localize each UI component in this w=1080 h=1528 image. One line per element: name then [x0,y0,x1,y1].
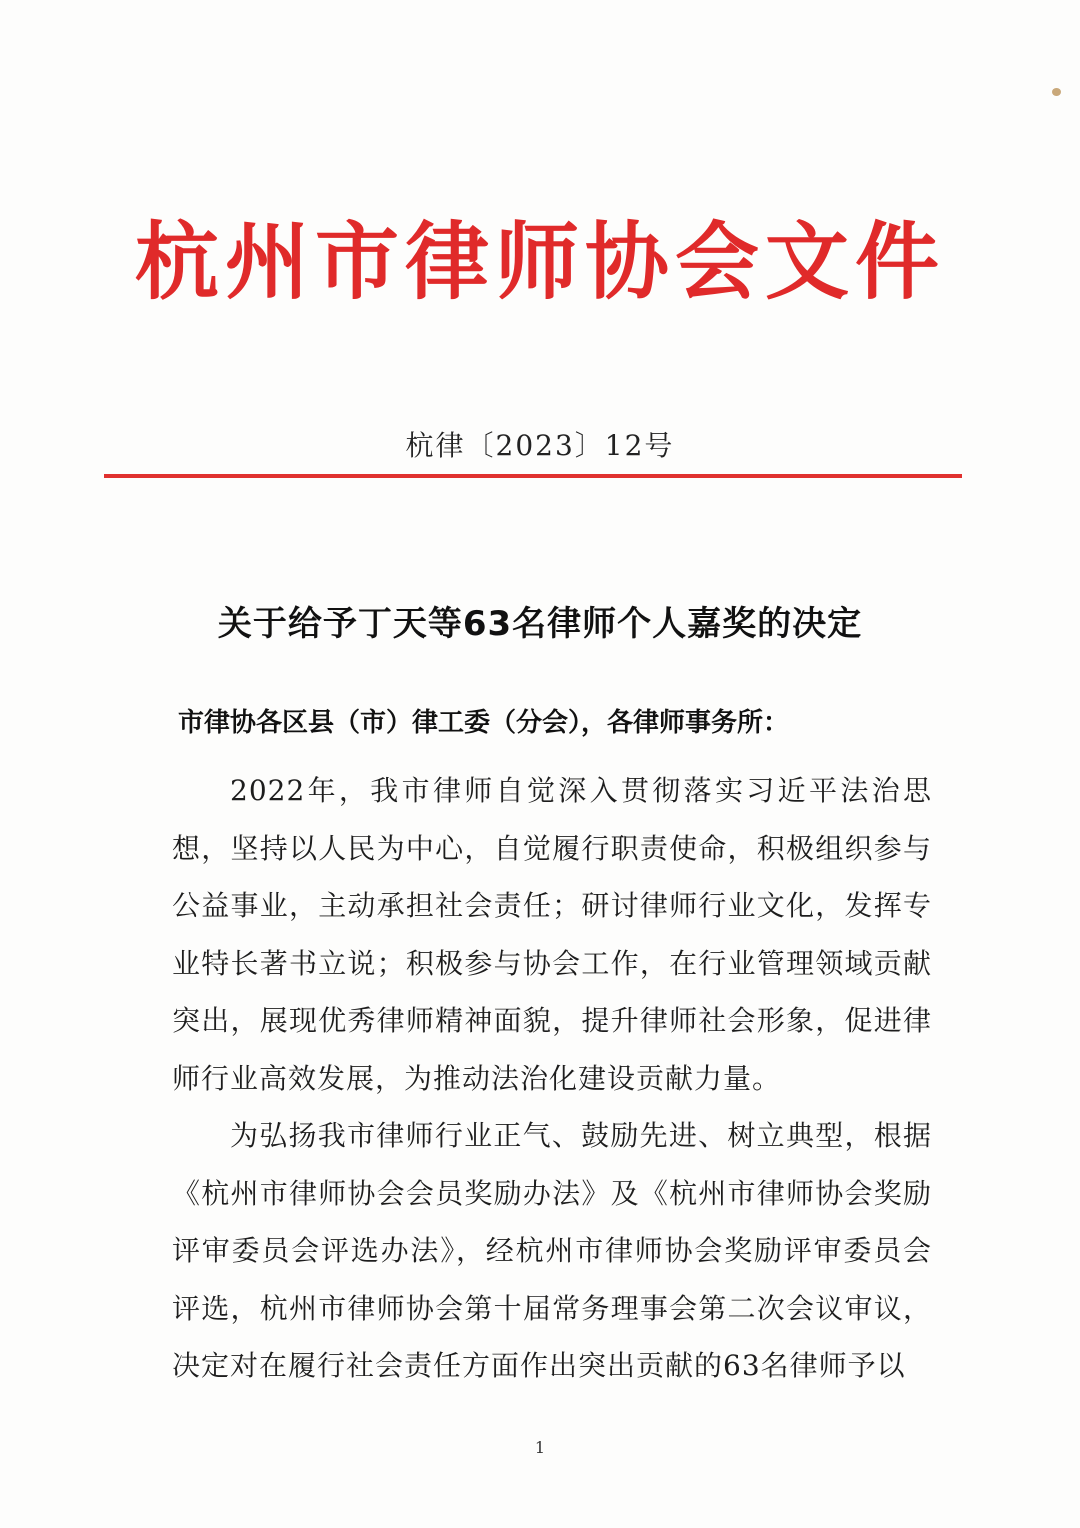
addressee-line: 市律协各区县（市）律工委（分会），各律师事务所： [178,708,790,738]
document-body [172,762,932,1395]
masthead-title: 杭州市律师协会文件 [134,212,945,311]
paper-speck [1052,88,1061,96]
body-paragraph: 为弘扬我市律师行业正气、鼓励先进、树立典型，根据《杭州市律师协会会员奖励办法》及《杭州市律师协会奖励评审委员会评选办法》，经杭州市律师协会奖励评审委员会评选，杭州市律师协会第十届常务理事会第二次会议审议，决定对在履行社会责任方面作出突出贡献的63名律师予以 [172,1119,932,1382]
page-number: 1 [534,1438,546,1457]
document-title: 关于给予丁天等63名律师个人嘉奖的决定 [217,604,863,644]
red-divider-line [104,474,962,478]
document-number: 杭律〔2023〕12号 [405,429,675,462]
body-paragraph: 2022年，我市律师自觉深入贯彻落实习近平法治思想，坚持以人民为中心，自觉履行职责使命，积极组织参与公益事业，主动承担社会责任；研讨律师行业文化，发挥专业特长著书立说；积极参与协会工作，在行业管理领域贡献突出，展现优秀律师精神面貌，提升律师社会形象，促进律师行业高效发展，为推动法治化建设贡献力量。 [172,774,932,1095]
